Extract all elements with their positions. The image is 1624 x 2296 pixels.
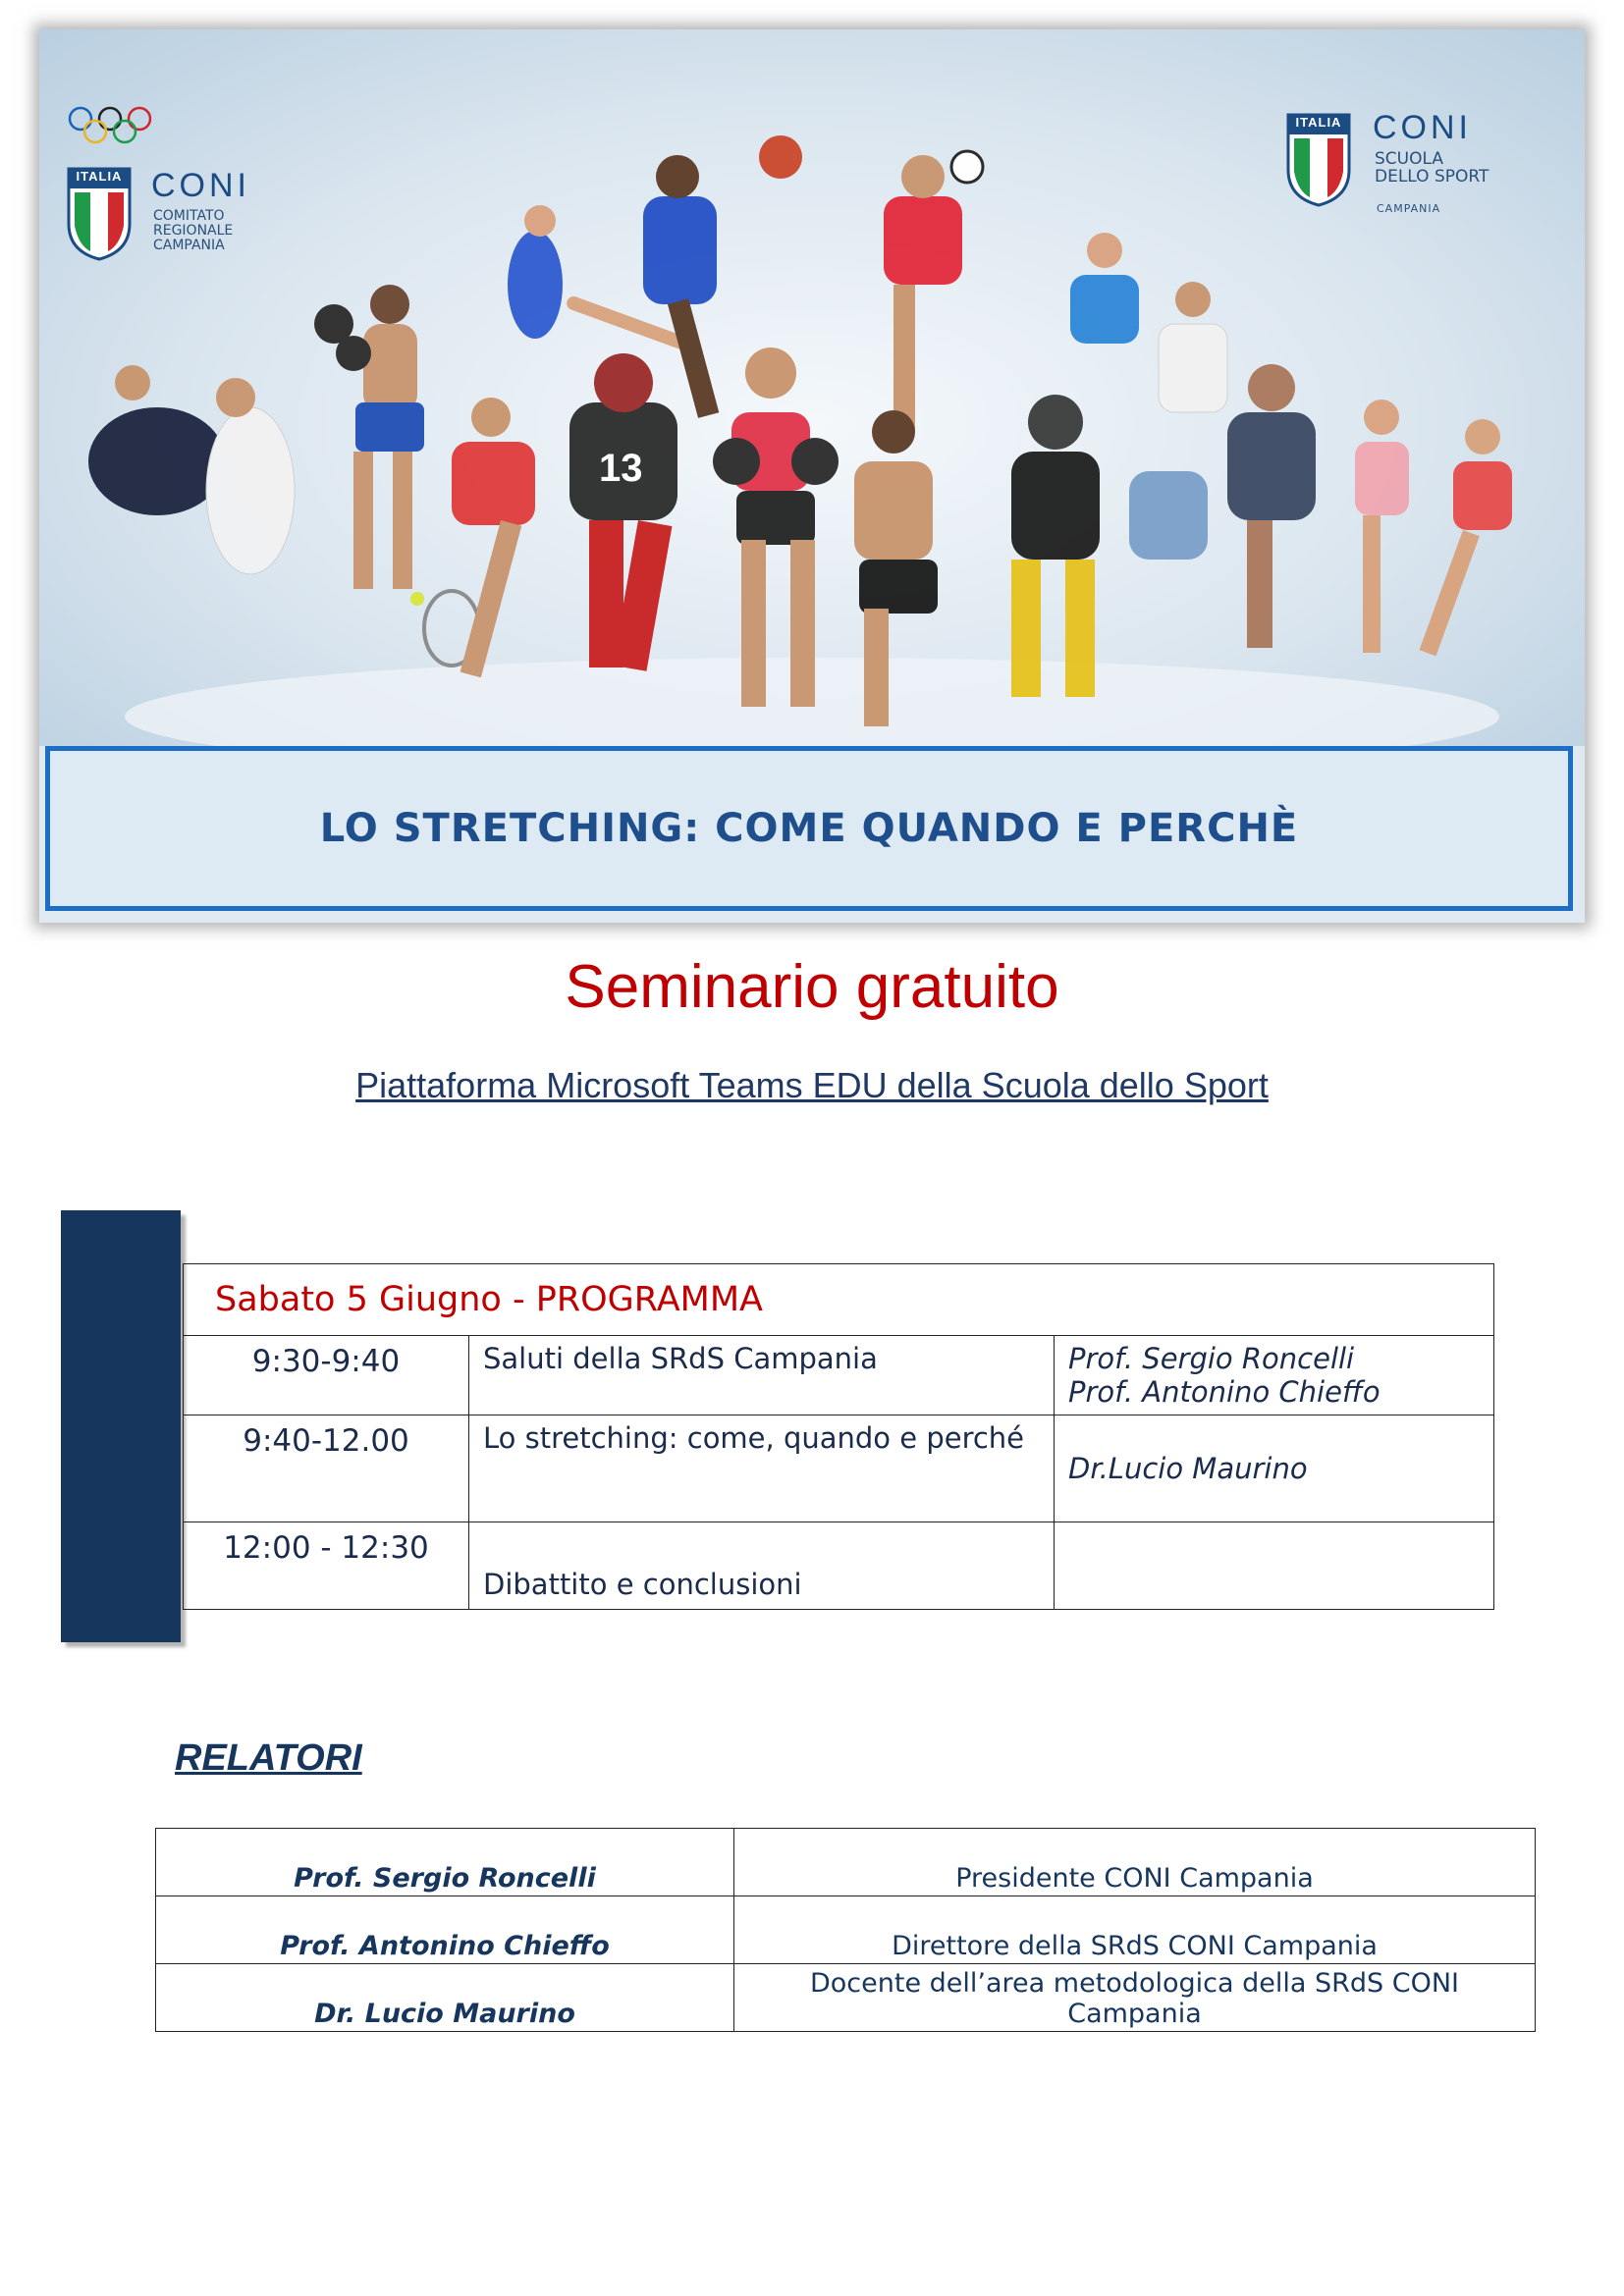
scuola-sport-label: SCUOLA DELLO SPORT: [1375, 149, 1489, 187]
speaker-role: Docente dell’area metodologica della SRdS CONI Campania: [734, 1964, 1536, 2032]
table-row: [184, 1522, 1494, 1610]
speaker-name: Prof. Sergio Roncelli: [1068, 1342, 1355, 1375]
hero-banner: [39, 29, 1585, 923]
page-title: LO STRETCHING: COME QUANDO E PERCHÈ: [319, 806, 1299, 851]
program-heading: Sabato 5 Giugno - PROGRAMMA: [184, 1264, 1494, 1336]
italia-shield-icon: ITALIA: [67, 167, 132, 261]
program-speakers: [1055, 1522, 1494, 1610]
program-activity: Saluti della SRdS Campania: [469, 1336, 1055, 1415]
table-row: [156, 1964, 1536, 2032]
program-activity: Dibattito e conclusioni: [469, 1522, 1055, 1610]
speaker-name: Prof. Antonino Chieffo: [1068, 1375, 1380, 1409]
program-activity: Lo stretching: come, quando e perché: [469, 1415, 1055, 1522]
table-row: [184, 1415, 1494, 1522]
italia-shield-icon: ITALIA: [1286, 113, 1351, 207]
speaker-name: Prof. Sergio Roncelli: [156, 1829, 734, 1896]
speakers-table: [155, 1828, 1536, 2032]
table-row: [184, 1336, 1494, 1415]
speaker-role: Presidente CONI Campania: [734, 1829, 1536, 1896]
region-label: CAMPANIA: [1377, 202, 1441, 215]
title-banner: [45, 746, 1573, 911]
program-time: 9:40-12.00: [184, 1415, 469, 1522]
decorative-side-bar: [61, 1210, 181, 1642]
program-time: 9:30-9:40: [184, 1336, 469, 1415]
platform-link[interactable]: Piattaforma Microsoft Teams EDU della Scuola dello Sport: [355, 1065, 1269, 1105]
speaker-name: Dr.Lucio Maurino: [1068, 1452, 1308, 1485]
speaker-role: Direttore della SRdS CONI Campania: [734, 1896, 1536, 1964]
table-row: [156, 1829, 1536, 1896]
coni-brand: CONI: [1373, 109, 1472, 146]
speaker-name: Prof. Antonino Chieffo: [156, 1896, 734, 1964]
svg-text:13: 13: [599, 447, 643, 490]
speaker-name: Dr. Lucio Maurino: [156, 1964, 734, 2032]
program-header-row: [184, 1264, 1494, 1336]
olympic-rings-icon: [67, 105, 157, 148]
coni-scuola-sport-logo: [1286, 109, 1542, 260]
program-time: 12:00 - 12:30: [184, 1522, 469, 1610]
speakers-heading: RELATORI: [175, 1737, 362, 1779]
athletes-collage-image: [39, 29, 1585, 746]
coni-sub-label: COMITATO REGIONALE CAMPANIA: [153, 208, 234, 253]
program-speakers: [1055, 1415, 1494, 1522]
program-table: [183, 1263, 1494, 1610]
table-row: [156, 1896, 1536, 1964]
seminar-headline: Seminario gratuito: [565, 953, 1059, 1021]
program-speakers: [1055, 1336, 1494, 1415]
coni-brand: CONI: [151, 167, 250, 204]
coni-campania-logo: [59, 74, 275, 260]
